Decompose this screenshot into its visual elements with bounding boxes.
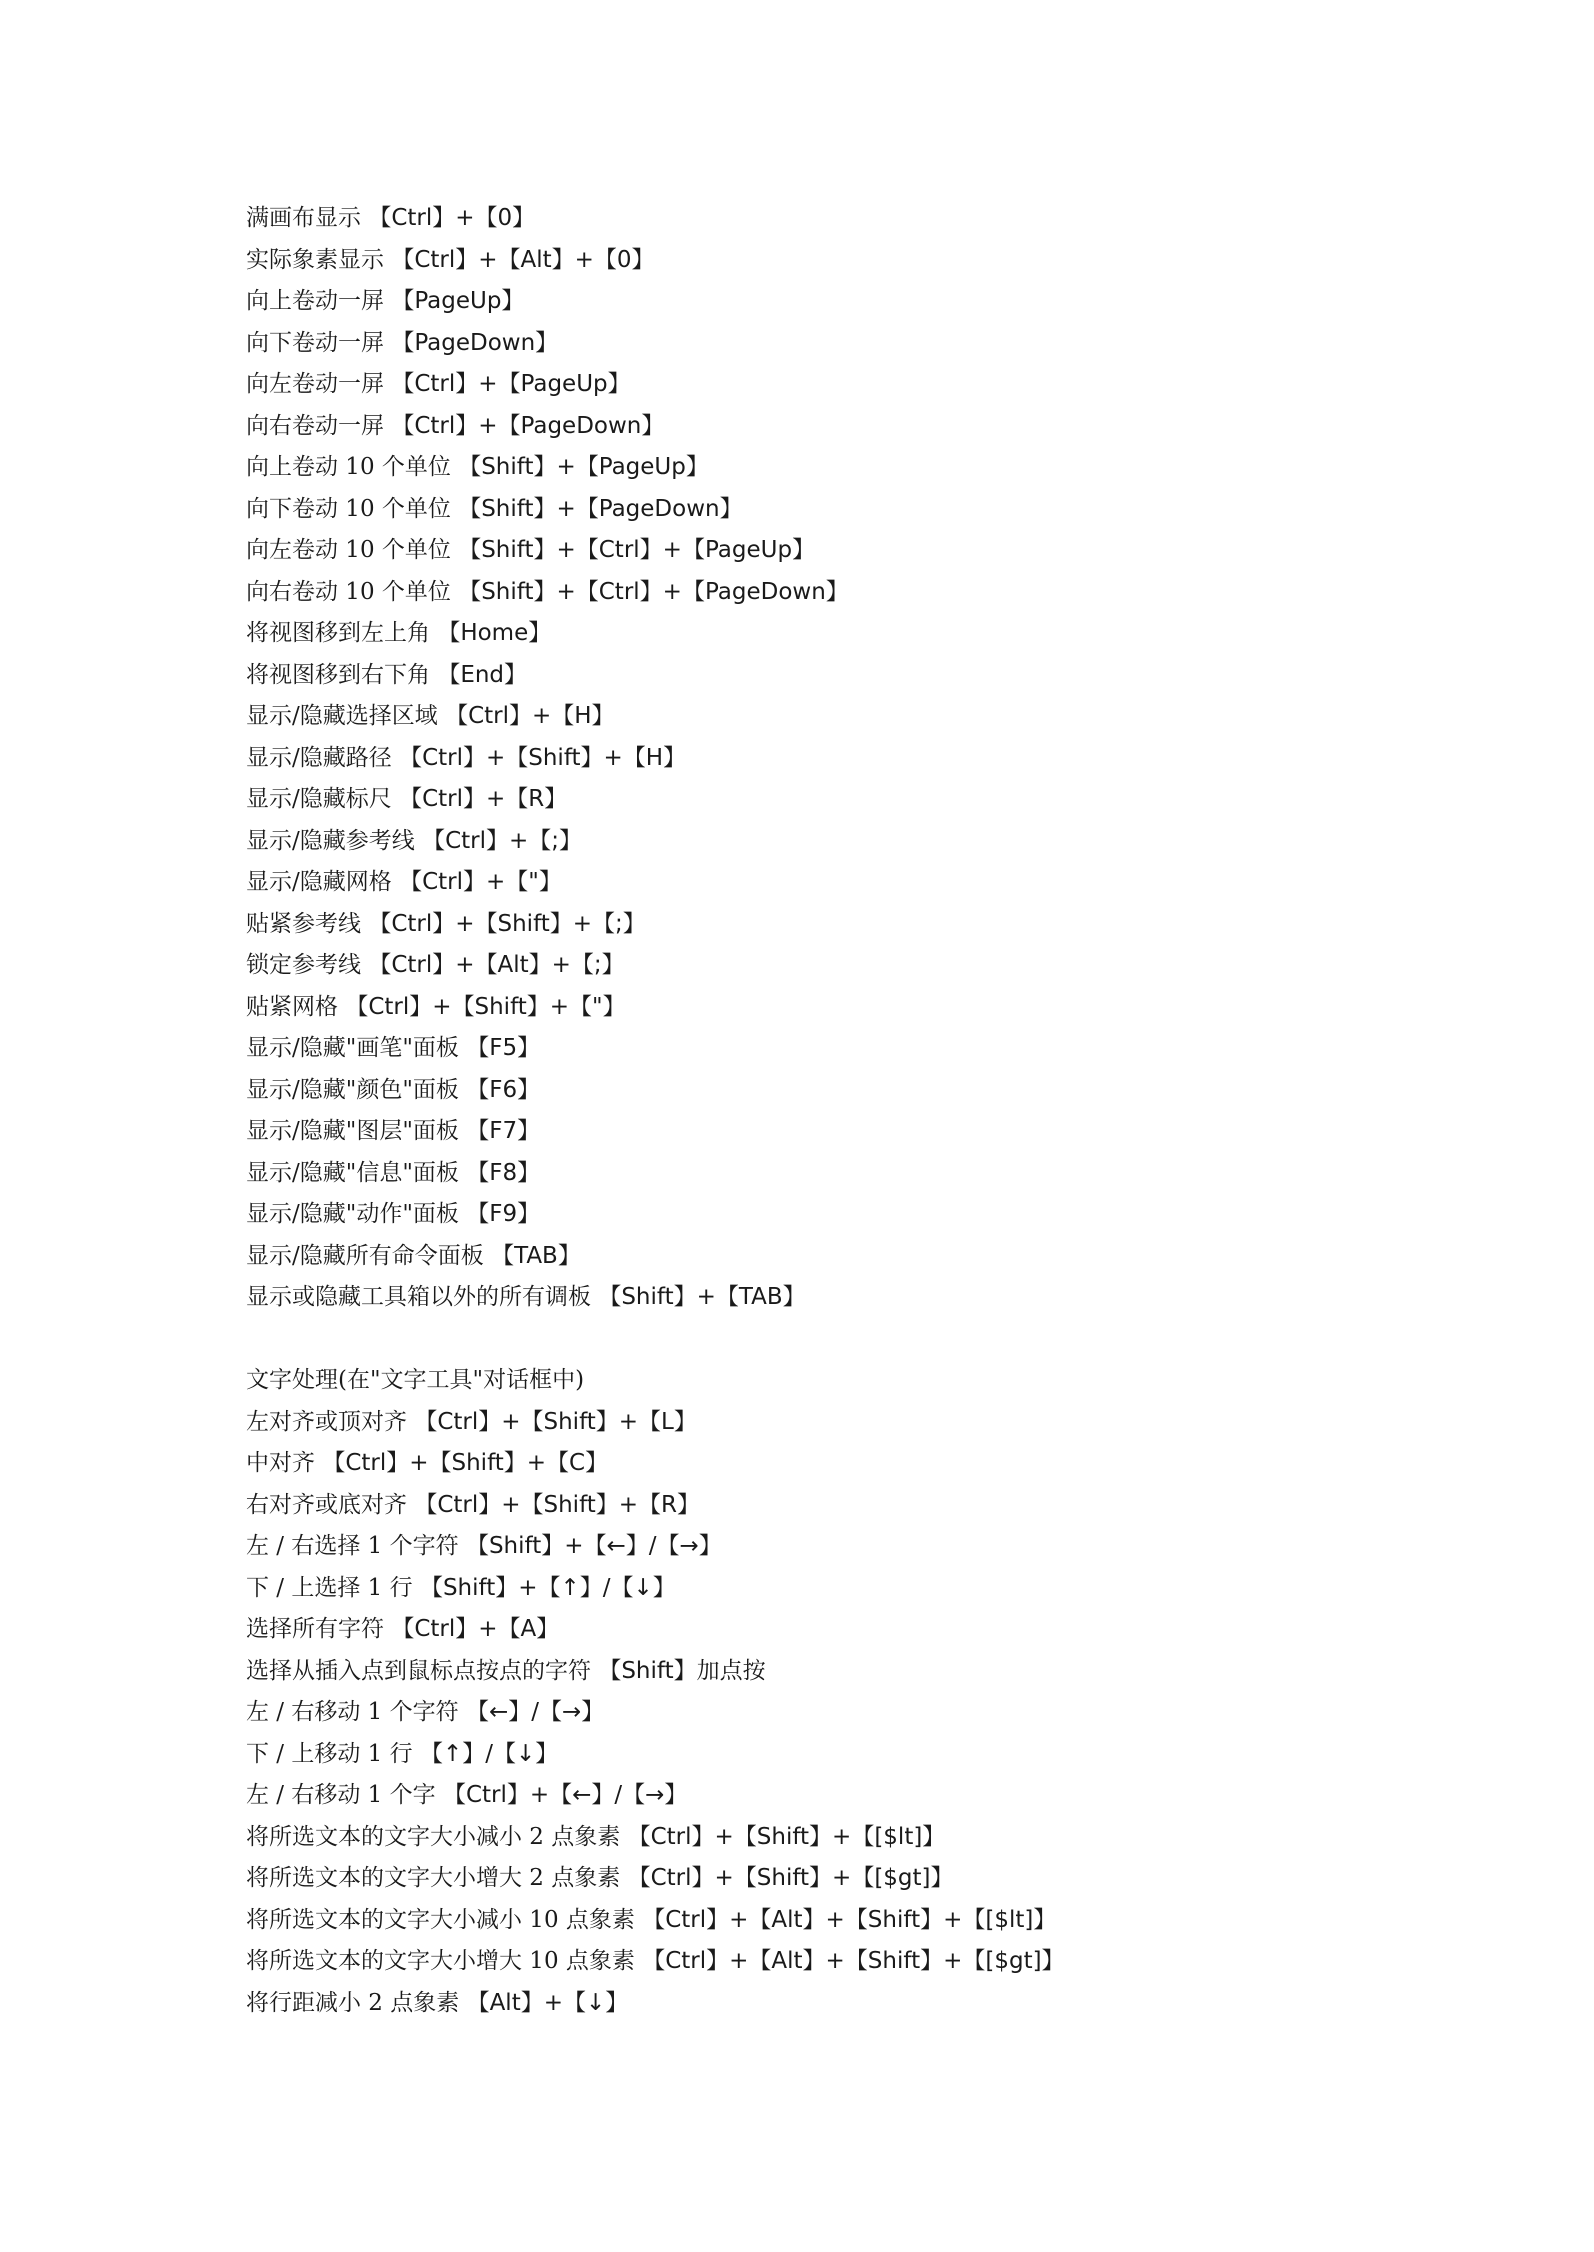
shortcut-line	[246, 1526, 1496, 1568]
shortcut-keys: 【Alt】+【↓】	[466, 1989, 629, 2016]
section-spacer	[246, 1319, 1496, 1361]
shortcut-line	[246, 1775, 1496, 1817]
shortcut-keys: 【Ctrl】+【←】/【→】	[442, 1782, 688, 1808]
shortcut-description: 显示/隐藏参考线	[246, 827, 423, 854]
shortcut-list-view	[246, 198, 1496, 1319]
shortcut-description: 左 / 右移动 1 个字	[246, 1782, 443, 1808]
shortcut-line	[246, 364, 1496, 406]
shortcut-keys: 【End】	[437, 661, 528, 688]
shortcut-description: 将所选文本的文字大小减小 2 点象素	[246, 1823, 628, 1850]
shortcut-description: 左 / 右选择 1 个字符	[246, 1533, 466, 1559]
text-processing-section	[246, 1360, 1496, 2024]
shortcut-description: 将所选文本的文字大小增大 10 点象素	[246, 1948, 643, 1974]
shortcut-keys: 【Shift】+【Ctrl】+【PageDown】	[458, 578, 849, 605]
shortcut-keys: 【Shift】加点按	[598, 1657, 766, 1684]
shortcut-description: 左 / 右移动 1 个字符	[246, 1699, 466, 1725]
shortcut-description: 向左卷动一屏	[246, 371, 392, 397]
shortcut-description: 左对齐或顶对齐	[246, 1408, 415, 1435]
shortcut-description: 向左卷动 10 个单位	[246, 537, 459, 563]
shortcut-line	[246, 1568, 1496, 1610]
shortcut-description: 向下卷动 10 个单位	[246, 495, 459, 522]
shortcut-keys: 【Ctrl】+【Alt】+【Shift】+【[$gt]】	[642, 1948, 1065, 1974]
shortcut-description: 显示/隐藏标尺	[246, 786, 400, 812]
shortcut-line	[246, 281, 1496, 323]
shortcut-description: 向上卷动 10 个单位	[246, 454, 459, 480]
shortcut-line	[246, 1028, 1496, 1070]
shortcut-description: 将视图移到左上角	[246, 620, 438, 646]
shortcut-line	[246, 1277, 1496, 1319]
shortcut-line	[246, 1153, 1496, 1195]
shortcut-keys: 【Ctrl】+【Alt】+【Shift】+【[$lt]】	[642, 1906, 1057, 1933]
shortcut-keys: 【Ctrl】+【Alt】+【;】	[368, 952, 625, 978]
shortcut-description: 显示/隐藏"动作"面板	[246, 1201, 467, 1227]
shortcut-description: 显示/隐藏"图层"面板	[246, 1118, 467, 1144]
shortcut-keys: 【F5】	[466, 1035, 541, 1061]
shortcut-keys: 【Ctrl】+【0】	[368, 205, 536, 231]
shortcut-description: 显示或隐藏工具箱以外的所有调板	[246, 1284, 599, 1310]
shortcut-keys: 【Ctrl】+【Shift】+【C】	[322, 1450, 609, 1476]
shortcut-line	[246, 779, 1496, 821]
shortcut-keys: 【F8】	[466, 1159, 541, 1186]
shortcut-line	[246, 1858, 1496, 1900]
shortcut-line	[246, 862, 1496, 904]
shortcut-line	[246, 240, 1496, 282]
shortcut-description: 贴紧参考线	[246, 910, 369, 937]
shortcut-keys: 【PageUp】	[391, 288, 525, 314]
shortcut-keys: 【PageDown】	[391, 329, 559, 356]
shortcut-line	[246, 406, 1496, 448]
shortcut-description: 选择所有字符	[246, 1616, 392, 1642]
shortcut-description: 下 / 上移动 1 行	[246, 1740, 420, 1767]
shortcut-line	[246, 1236, 1496, 1278]
shortcut-description: 向下卷动一屏	[246, 329, 392, 356]
shortcut-line	[246, 655, 1496, 697]
shortcut-line	[246, 1402, 1496, 1444]
shortcut-description: 显示/隐藏网格	[246, 869, 400, 895]
shortcut-keys: 【Ctrl】+【Shift】+【L】	[414, 1408, 697, 1435]
shortcut-line	[246, 1609, 1496, 1651]
shortcut-description: 显示/隐藏"画笔"面板	[246, 1035, 467, 1061]
shortcut-description: 锁定参考线	[246, 952, 369, 978]
shortcut-keys: 【Ctrl】+【A】	[391, 1616, 560, 1642]
shortcut-line	[246, 945, 1496, 987]
shortcut-keys: 【←】/【→】	[465, 1699, 605, 1725]
shortcut-keys: 【Ctrl】+【;】	[422, 827, 583, 854]
shortcut-line	[246, 530, 1496, 572]
shortcut-description: 向上卷动一屏	[246, 288, 392, 314]
shortcut-line	[246, 696, 1496, 738]
shortcut-description: 中对齐	[246, 1450, 323, 1476]
shortcut-line	[246, 447, 1496, 489]
document-page	[246, 198, 1496, 2024]
shortcut-keys: 【Ctrl】+【Shift】+【R】	[414, 1491, 701, 1518]
shortcut-keys: 【Ctrl】+【Shift】+【"】	[345, 993, 626, 1020]
shortcut-description: 实际象素显示	[246, 246, 392, 273]
shortcut-keys: 【Shift】+【↑】/【↓】	[419, 1574, 676, 1601]
shortcut-description: 显示/隐藏"颜色"面板	[246, 1076, 467, 1103]
shortcut-line	[246, 987, 1496, 1029]
shortcut-keys: 【Ctrl】+【Shift】+【[$lt]】	[627, 1823, 946, 1850]
shortcut-keys: 【TAB】	[491, 1242, 581, 1269]
shortcut-description: 右对齐或底对齐	[246, 1491, 415, 1518]
shortcut-line	[246, 1734, 1496, 1776]
shortcut-line	[246, 572, 1496, 614]
shortcut-keys: 【Shift】+【Ctrl】+【PageUp】	[458, 537, 816, 563]
shortcut-line	[246, 489, 1496, 531]
shortcut-description: 向右卷动一屏	[246, 412, 392, 439]
shortcut-keys: 【Ctrl】+【PageUp】	[391, 371, 631, 397]
shortcut-keys: 【Shift】+【PageDown】	[458, 495, 743, 522]
shortcut-keys: 【Ctrl】+【Shift】+【[$gt]】	[627, 1865, 954, 1891]
shortcut-keys: 【Shift】+【TAB】	[598, 1284, 806, 1310]
shortcut-description: 显示/隐藏所有命令面板	[246, 1242, 492, 1269]
shortcut-keys: 【Ctrl】+【Shift】+【;】	[368, 910, 646, 937]
shortcut-description: 将所选文本的文字大小增大 2 点象素	[246, 1865, 628, 1891]
shortcut-line	[246, 198, 1496, 240]
shortcut-keys: 【Ctrl】+【Alt】+【0】	[391, 246, 655, 273]
shortcut-line	[246, 1983, 1496, 2025]
shortcut-line	[246, 1817, 1496, 1859]
shortcut-line	[246, 1070, 1496, 1112]
shortcut-keys: 【Shift】+【PageUp】	[458, 454, 709, 480]
shortcut-line	[246, 1692, 1496, 1734]
shortcut-keys: 【Home】	[437, 620, 552, 646]
shortcut-description: 满画布显示	[246, 205, 369, 231]
shortcut-line	[246, 738, 1496, 780]
shortcut-description: 显示/隐藏选择区域	[246, 703, 446, 729]
shortcut-line	[246, 1941, 1496, 1983]
shortcut-keys: 【F9】	[466, 1201, 541, 1227]
shortcut-line	[246, 1194, 1496, 1236]
shortcut-line	[246, 1111, 1496, 1153]
shortcut-keys: 【Ctrl】+【Shift】+【H】	[399, 744, 687, 771]
shortcut-line	[246, 1485, 1496, 1527]
shortcut-line	[246, 904, 1496, 946]
shortcut-keys: 【↑】/【↓】	[419, 1740, 559, 1767]
shortcut-description: 下 / 上选择 1 行	[246, 1574, 420, 1601]
shortcut-description: 将行距减小 2 点象素	[246, 1989, 467, 2016]
shortcut-description: 将所选文本的文字大小减小 10 点象素	[246, 1906, 643, 1933]
shortcut-keys: 【F6】	[466, 1076, 541, 1103]
shortcut-keys: 【Ctrl】+【R】	[399, 786, 568, 812]
shortcut-description: 贴紧网格	[246, 993, 346, 1020]
shortcut-description: 显示/隐藏"信息"面板	[246, 1159, 467, 1186]
shortcut-line	[246, 821, 1496, 863]
shortcut-line	[246, 323, 1496, 365]
shortcut-keys: 【Ctrl】+【PageDown】	[391, 412, 665, 439]
shortcut-description: 显示/隐藏路径	[246, 744, 400, 771]
shortcut-line	[246, 1900, 1496, 1942]
shortcut-description: 选择从插入点到鼠标点按点的字符	[246, 1657, 599, 1684]
shortcut-description: 向右卷动 10 个单位	[246, 578, 459, 605]
shortcut-keys: 【Ctrl】+【H】	[445, 703, 615, 729]
shortcut-line	[246, 613, 1496, 655]
section-heading: 文字处理(在"文字工具"对话框中)	[246, 1367, 585, 1393]
shortcut-line	[246, 1651, 1496, 1693]
shortcut-keys: 【Shift】+【←】/【→】	[465, 1533, 722, 1559]
shortcut-keys: 【F7】	[466, 1118, 541, 1144]
shortcut-line	[246, 1443, 1496, 1485]
shortcut-keys: 【Ctrl】+【"】	[399, 869, 562, 895]
shortcut-description: 将视图移到右下角	[246, 661, 438, 688]
